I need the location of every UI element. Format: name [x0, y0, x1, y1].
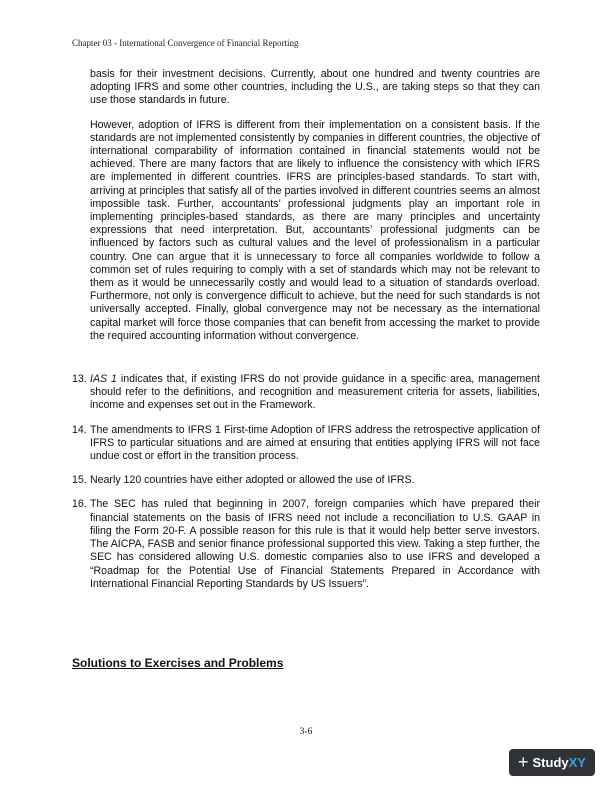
paragraph-continuation: basis for their investment decisions. Currently, about one hundred and twenty countries are adopting IFRS and some other countries, including the U.S., are taking steps so that they can use those standards in future. — [90, 68, 540, 107]
item-text — [90, 373, 540, 413]
brand-text-xy: XY — [568, 755, 586, 770]
item-number: 15. — [72, 474, 87, 487]
list-item-16 — [72, 498, 540, 590]
item-number: 13. — [72, 373, 87, 386]
item-text-body: indicates that, if existing IFRS do not provide guidance in a specific area, management should refer to the definitions, and recognition and measurement criteria for assets, liabilities, income and expenses set out in the Framework. — [90, 373, 540, 412]
studyxy-badge[interactable] — [509, 749, 595, 776]
item-number: 16. — [72, 498, 87, 511]
paragraph-ifrs-adoption: However, adoption of IFRS is different from their implementation on a consistent basis. If the standards are not implemented consistently by companies in different countries, the objective of international comparability of information contained in financial statements would not be achieved. There are many factors that are likely to influence the consistency with which IFRS are implemented in different countries. IFRS are principles-based standards. To start with, arriving at principles that satisfy all of the parties involved in different countries seems an almost impossible task. Further, accountants’ professional judgments play an important role in implementing principles-based standards, as there are many principles and uncertainty expressions that need interpretation. But, accountants’ professional judgments can be influenced by factors such as cultural values and the level of professionalism in a particular country. One can argue that it is unnecessary to force all companies worldwide to follow a common set of rules requiring to comply with a set of standards which may not be relevant to them as it would be unnecessarily costly and would lead to a situation of standards overload. Furthermore, not only is convergence difficult to achieve, but the need for such standards is not universally accepted. Finally, global convergence may not be necessary as the international capital market will force those companies that can benefit from accessing the market to provide the required accounting information without convergence. — [90, 118, 540, 342]
brand-text-study: Study — [532, 755, 569, 770]
page-header: Chapter 03 - International Convergence of Financial Reporting — [72, 38, 299, 48]
item-italic-term: IAS 1 — [90, 373, 117, 386]
section-heading: Solutions to Exercises and Problems — [72, 656, 284, 670]
item-text: Nearly 120 countries have either adopted or allowed the use of IFRS. — [90, 474, 415, 487]
body-content — [72, 68, 540, 602]
list-item-13 — [72, 373, 540, 413]
page-number: 3-6 — [299, 727, 313, 737]
item-text: The amendments to IFRS 1 First-time Adoption of IFRS address the retrospective application of IFRS to particular situations and are aimed at ensuring that entities applying IFRS will not face undue cost or effort in the transition process. — [90, 423, 540, 463]
item-number: 14. — [72, 423, 87, 436]
item-text: The SEC has ruled that beginning in 2007, foreign companies which have prepared their financial statements on the basis of IFRS need not include a reconciliation to U.S. GAAP in filing the Form 20-F. A possible reason for this rule is that it would help better serve investors. The AICPA, FASB and senior finance professional supported this view. Taking a step further, the SEC has considered allowing U.S. domestic companies also to use IFRS and developed a “Roadmap for the Potential Use of Financial Statements Prepared in Accordance with International Financial Reporting Standards by US Issuers”. — [90, 498, 540, 590]
plus-icon: + — [518, 751, 529, 772]
brand-logo-text — [533, 755, 586, 770]
list-item-15 — [72, 474, 540, 487]
list-item-14 — [72, 424, 540, 464]
